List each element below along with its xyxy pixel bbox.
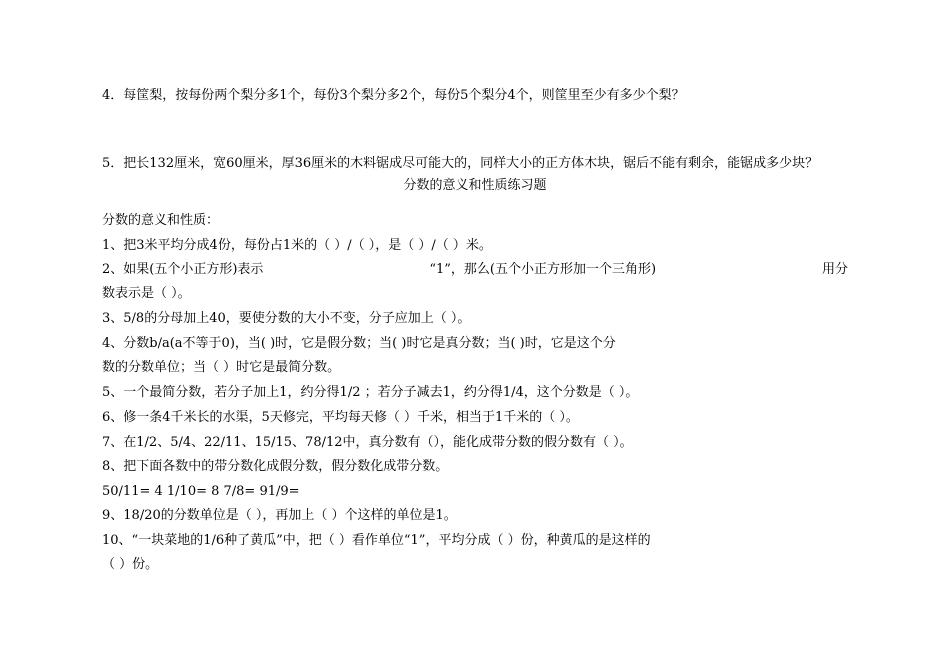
question-2-part-a: 2、如果(五个小正方形)表示 xyxy=(102,262,264,277)
question-10-continued: （ ）份。 xyxy=(102,557,159,572)
question-1: 1、把3米平均分成4份，每份占1米的（ ）/（ ），是（ ）/（ ）米。 xyxy=(102,238,492,253)
question-2-part-c: 用分 xyxy=(821,262,848,277)
section-title: 分数的意义和性质练习题 xyxy=(403,178,547,193)
question-4: 4、分数b/a(a不等于0)，当( )时，它是假分数；当( )时它是真分数；当( )时，它是这个分 xyxy=(102,336,616,351)
question-2-part-b: “1”，那么(五个小正方形加一个三角形) xyxy=(429,262,657,277)
question-9: 9、18/20的分数单位是（ ），再加上（ ）个这样的单位是1。 xyxy=(102,508,457,523)
question-7: 7、在1/2、5/4、22/11、15/15、78/12中，真分数有（），能化成带分数的假分数有（ ）。 xyxy=(102,435,633,450)
question-2-row xyxy=(102,261,848,279)
question-3: 3、5/8的分母加上40，要使分数的大小不变，分子应加上（ ）。 xyxy=(102,311,471,326)
question-6: 6、修一条4千米长的水渠，5天修完，平均每天修（ ）千米，相当于1千米的（ ）。 xyxy=(102,410,579,425)
question-8: 8、把下面各数中的带分数化成假分数，假分数化成带分数。 xyxy=(102,459,449,474)
question-10: 10、“一块菜地的1/6种了黄瓜”中，把（ ）看作单位“1”，平均分成（ ）份，种黄瓜的是这样的 xyxy=(102,533,651,548)
question-2-continued: 数表示是（ ）。 xyxy=(102,286,191,301)
question-5: 5、一个最简分数，若分子加上1，约分得1/2 ；若分子减去1，约分得1/4，这个分数是（ ）。 xyxy=(102,385,639,400)
question-8-values: 50/11= 4 1/10= 8 7/8= 91/9= xyxy=(102,484,300,499)
problem-4: 4．每筐梨，按每份两个梨分多1个，每份3个梨分多2个，每份5个梨分4个，则筐里至少有多少个梨？ xyxy=(102,88,685,103)
section-heading: 分数的意义和性质： xyxy=(102,213,220,228)
problem-5: 5．把长132厘米，宽60厘米，厚36厘米的木料锯成尽可能大的，同样大小的正方体木块，锯后不能有剩余，能锯成多少块？ xyxy=(102,156,819,171)
question-4-continued: 数的分数单位；当（ ）时它是最简分数。 xyxy=(102,360,341,375)
